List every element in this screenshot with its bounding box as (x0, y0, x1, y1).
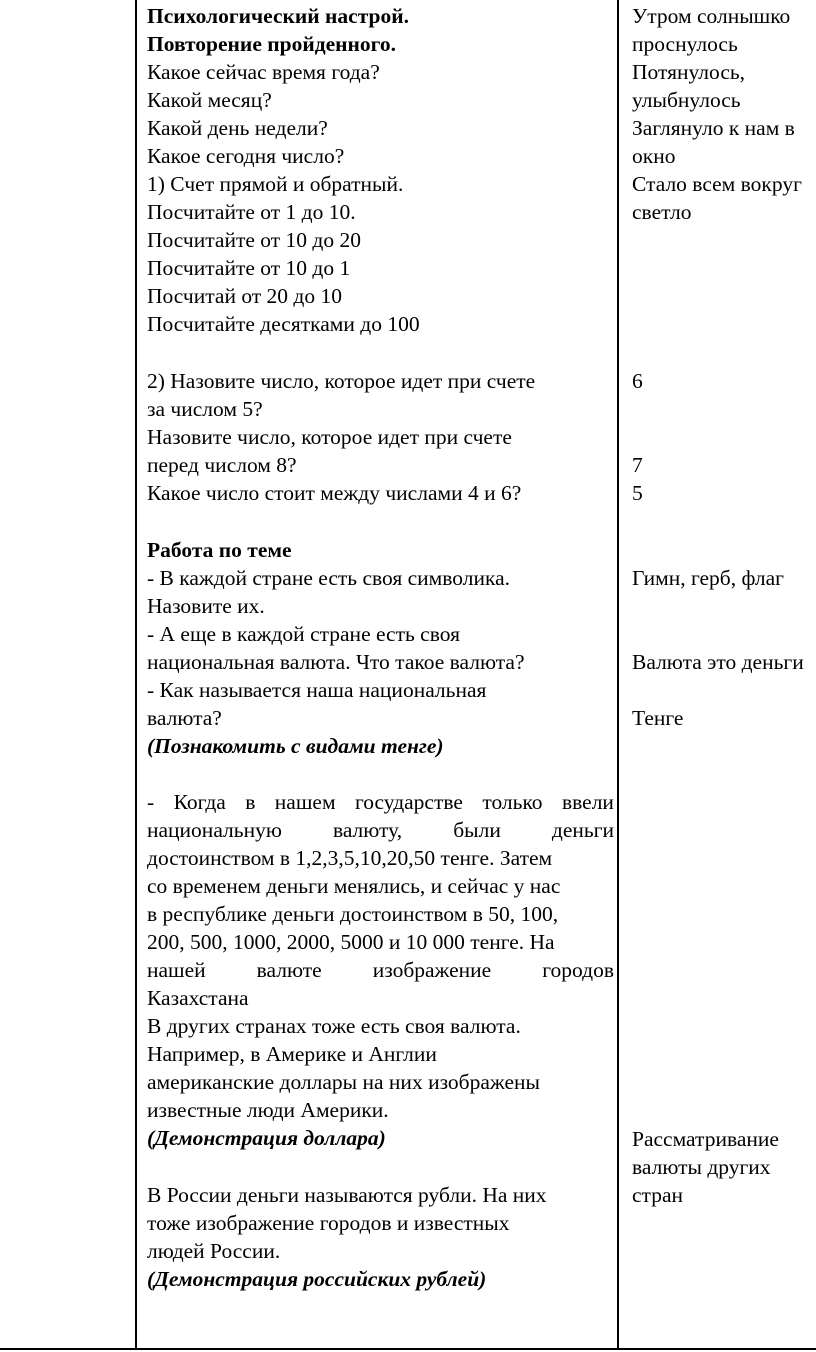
question-month: Какой месяц? (147, 88, 272, 112)
topic-work-block (147, 536, 614, 760)
question-season: Какое сейчас время года? (147, 60, 380, 84)
history-line-3: достоинством в 1,2,3,5,10,20,50 тенге. Затем (147, 846, 553, 870)
poem-line-5: Заглянуло к нам в (632, 116, 795, 140)
russia-line-2: тоже изображение городов и известных (147, 1211, 510, 1235)
heading-review: Повторение пройденного. (147, 32, 397, 56)
dollar-demo-note: (Демонстрация доллара) (147, 1126, 386, 1150)
other-currency-line-3: американские доллары на них изображены (147, 1070, 540, 1094)
history-line-8: Казахстана (147, 986, 249, 1010)
poem-line-1: Утром солнышко (632, 4, 791, 28)
ruble-demo-note: (Демонстрация российских рублей) (147, 1267, 487, 1291)
history-line-5: в республике деньги достоинством в 50, 100, (147, 902, 559, 926)
counting-task-1: Посчитайте от 1 до 10. (147, 200, 356, 224)
number-question-2-line1: Назовите число, которое идет при счете (147, 425, 512, 449)
answer-view-line-3: стран (632, 1183, 683, 1207)
russia-line-1: В России деньги называются рубли. На них (147, 1183, 547, 1207)
currency-question-line2: национальная валюта. Что такое валюта? (147, 650, 525, 674)
currency-history-block (147, 788, 614, 1152)
currency-name-question-line1: - Как называется наша национальная (147, 678, 487, 702)
poem-block (632, 2, 802, 226)
heading-mood: Психологический настрой. (147, 4, 409, 28)
currency-question-line1: - А еще в каждой стране есть своя (147, 622, 460, 646)
history-word: изображение (372, 958, 492, 982)
history-word: были (453, 818, 501, 842)
counting-task-4: Посчитай от 20 до 10 (147, 284, 343, 308)
poem-line-6: окно (632, 144, 676, 168)
history-word: только (482, 790, 543, 814)
counting-task-2: Посчитайте от 10 до 20 (147, 228, 361, 252)
answer-view-line-2: валюты других (632, 1155, 771, 1179)
table-bottom-border (0, 1348, 816, 1350)
symbols-question-line2: Назовите их. (147, 594, 265, 618)
history-line-4: со временем деньги менялись, и сейчас у нас (147, 874, 561, 898)
review-block (147, 2, 614, 338)
column-divider-right (617, 0, 619, 1350)
currency-name-question-line2: валюта? (147, 706, 222, 730)
answer-before-8: 7 (632, 453, 643, 477)
answer-tenge: Тенге (632, 706, 684, 730)
history-word: валюте (256, 958, 322, 982)
answer-symbols: Гимн, герб, флаг (632, 566, 784, 590)
student-activity-column (632, 0, 816, 1348)
number-question-2-line2: перед числом 8? (147, 453, 297, 477)
history-word: ввели (561, 790, 614, 814)
history-word: нашем (274, 790, 336, 814)
other-currency-line-1: В других странах тоже есть своя валюта. (147, 1014, 521, 1038)
history-line-1 (147, 788, 614, 816)
number-question-1-line2: за числом 5? (147, 397, 263, 421)
other-currency-line-4: известные люди Америки. (147, 1098, 389, 1122)
russia-block (147, 1181, 614, 1293)
history-line-2 (147, 816, 614, 844)
counting-title: 1) Счет прямой и обратный. (147, 172, 404, 196)
answer-after-5: 6 (632, 369, 643, 393)
column-divider-left (135, 0, 137, 1350)
answer-currency: Валюта это деньги (632, 650, 804, 674)
poem-line-8: светло (632, 200, 692, 224)
history-word: Когда (173, 790, 226, 814)
answer-view-block (632, 1125, 779, 1209)
history-word: - (147, 790, 155, 814)
history-line-6: 200, 500, 1000, 2000, 5000 и 10 000 тенге. На (147, 930, 555, 954)
russia-line-3: людей России. (147, 1239, 281, 1263)
history-word: национальную (147, 818, 282, 842)
poem-line-3: Потянулось, (632, 60, 746, 84)
history-line-7 (147, 956, 614, 984)
history-word: в (245, 790, 256, 814)
history-word: городов (542, 958, 614, 982)
other-currency-line-2: Например, в Америке и Англии (147, 1042, 437, 1066)
work-heading: Работа по теме (147, 538, 292, 562)
tenge-note: (Познакомить с видами тенге) (147, 734, 444, 758)
answer-view-line-1: Рассматривание (632, 1127, 779, 1151)
poem-line-7: Стало всем вокруг (632, 172, 802, 196)
symbols-question-line1: - В каждой стране есть своя символика. (147, 566, 511, 590)
number-question-3: Какое число стоит между числами 4 и 6? (147, 481, 522, 505)
poem-line-4: улыбнулось (632, 88, 741, 112)
answer-between: 5 (632, 481, 643, 505)
history-word: нашей (147, 958, 206, 982)
number-question-1-line1: 2) Назовите число, которое идет при счете (147, 369, 536, 393)
history-word: валюту, (332, 818, 403, 842)
poem-line-2: проснулось (632, 32, 738, 56)
question-date: Какое сегодня число? (147, 144, 345, 168)
counting-task-3: Посчитайте от 10 до 1 (147, 256, 351, 280)
counting-task-5: Посчитайте десятками до 100 (147, 312, 420, 336)
history-word: государстве (354, 790, 463, 814)
question-weekday: Какой день недели? (147, 116, 328, 140)
number-questions-block (147, 367, 614, 507)
history-word: деньги (551, 818, 614, 842)
